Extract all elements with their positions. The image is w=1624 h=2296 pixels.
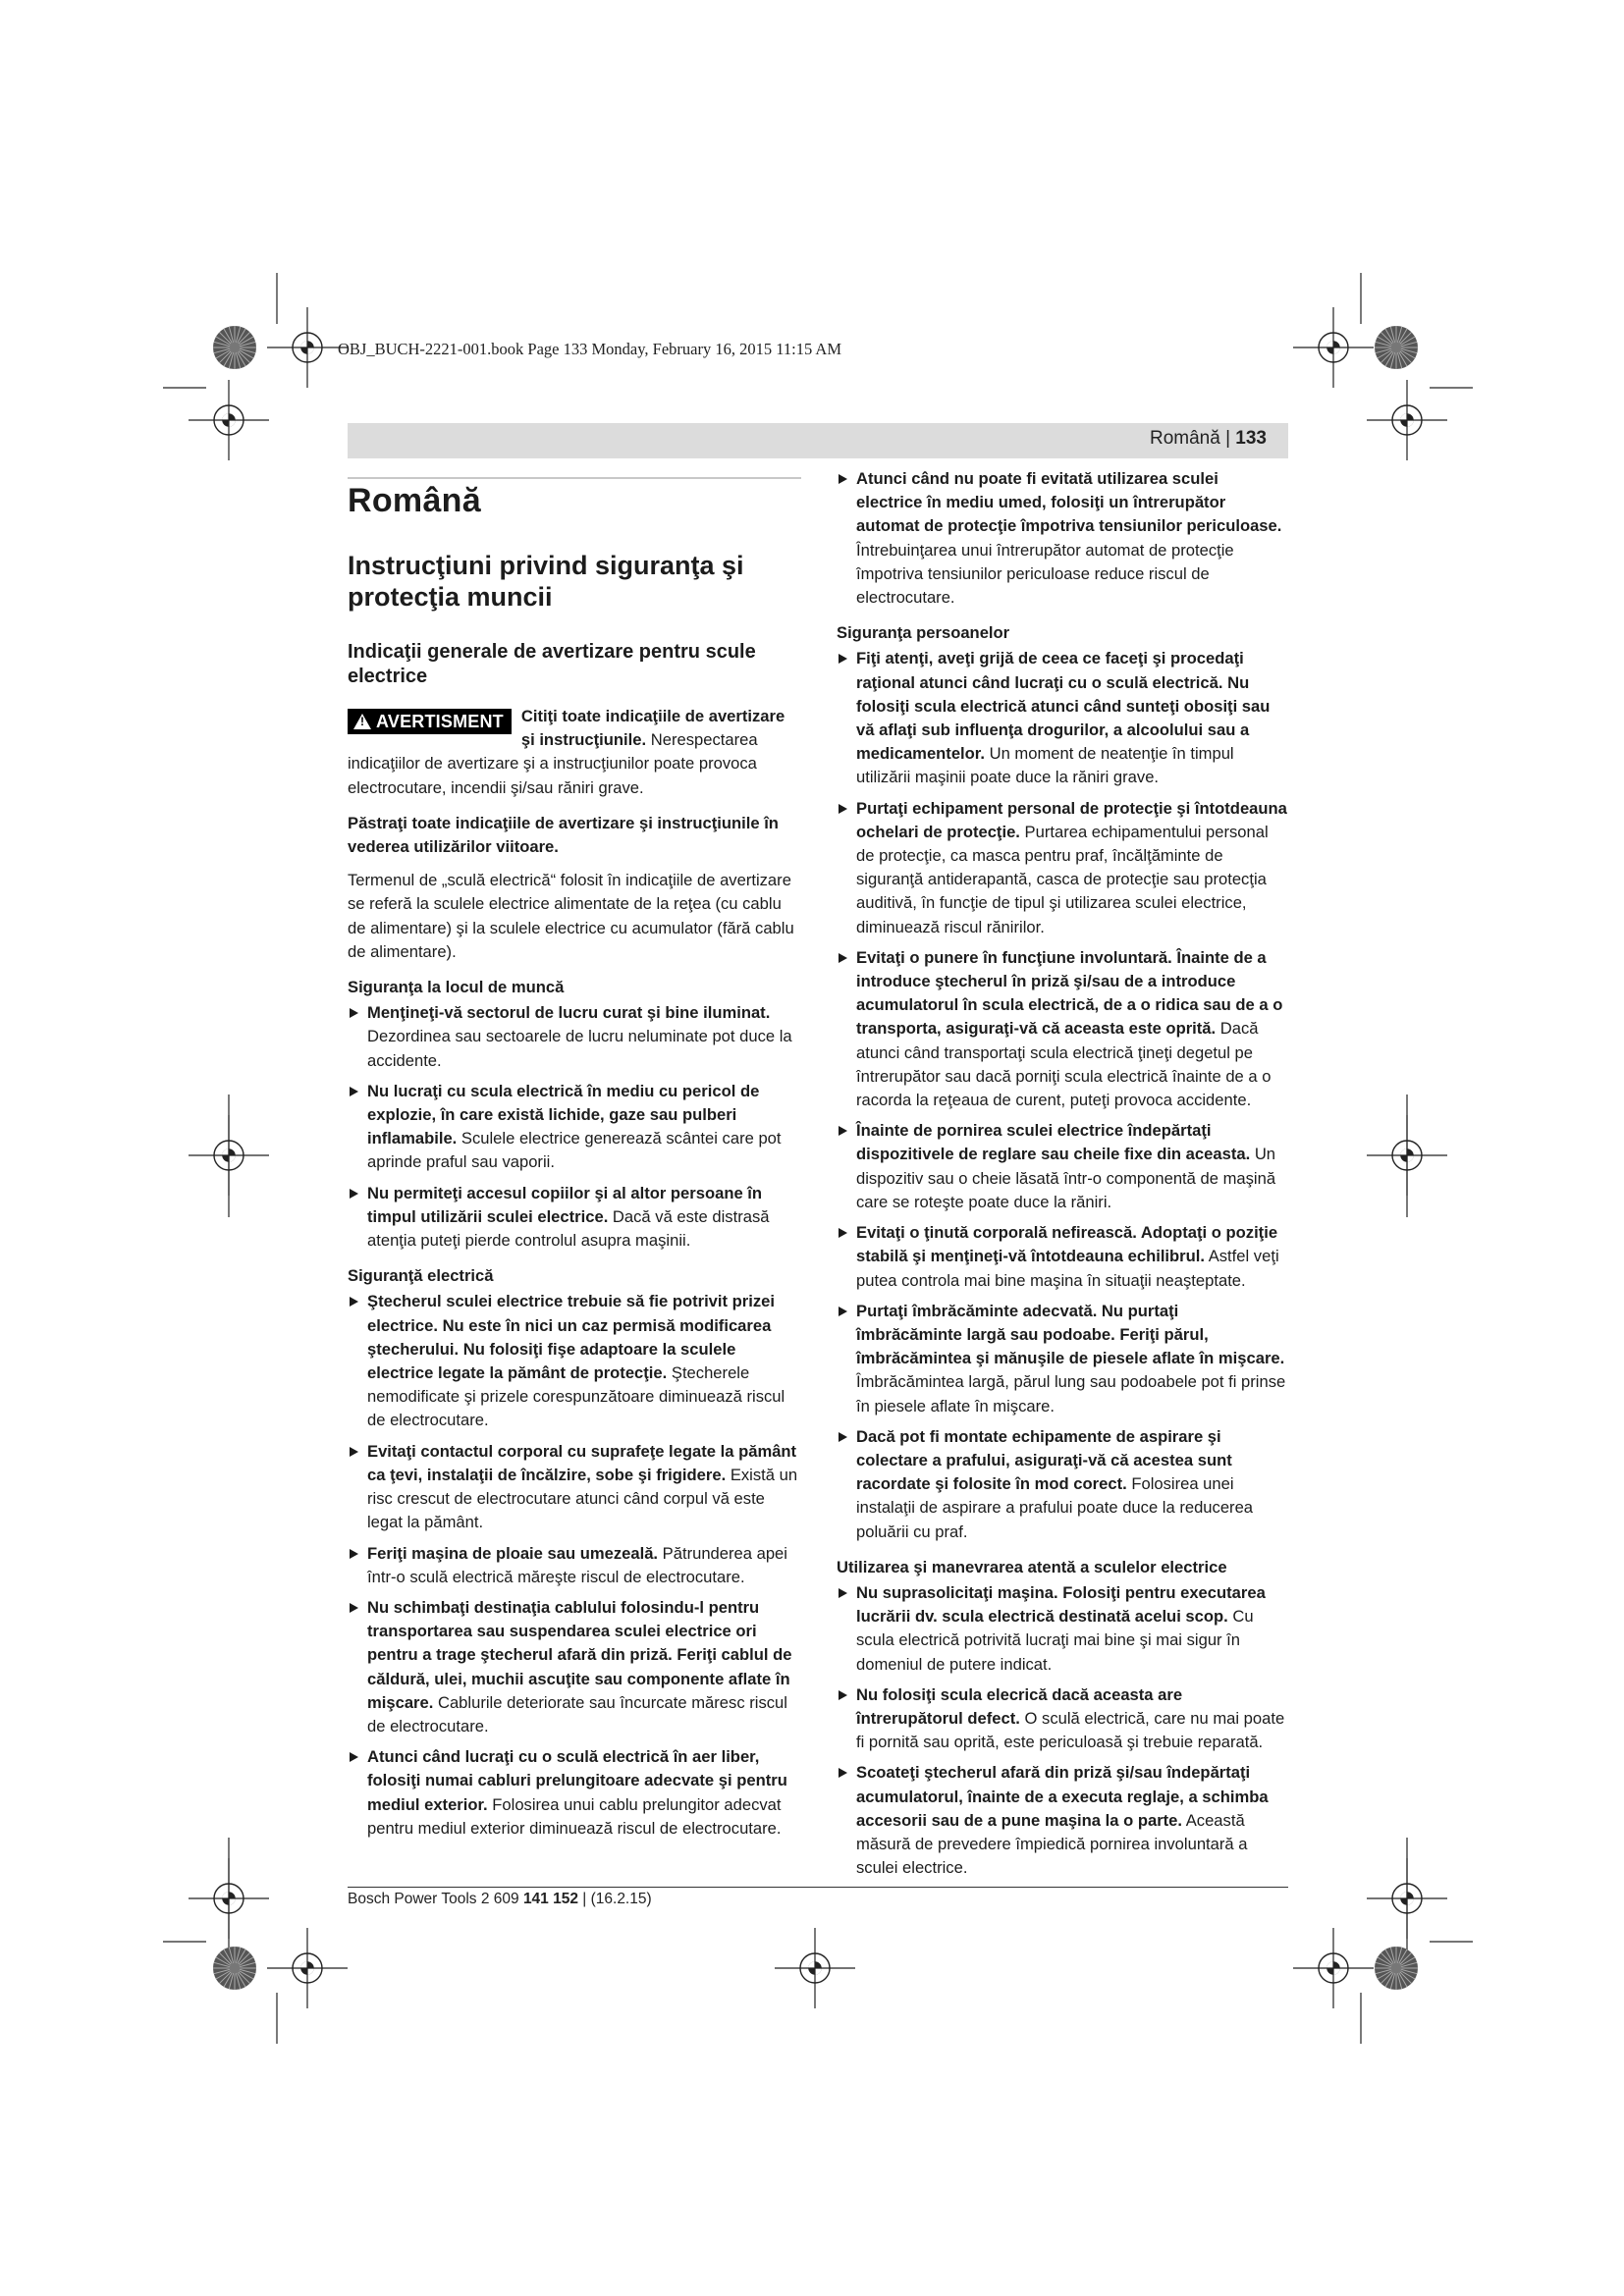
safety-item-text: Există un risc crescut de electrocutare atunci când corpul vă este legat la pământ.: [367, 1465, 798, 1532]
safety-item-bold: Purtaţi echipament personal de protecţie şi întotdeauna ochelari de protecţie.: [856, 798, 1287, 841]
footer-rule: [348, 1887, 1288, 1888]
registration-quarter: [1333, 1968, 1340, 1975]
safety-item-text: Folosirea unei instalaţii de aspirare a prafului poate duce la reducerea poluării cu praf.: [856, 1474, 1254, 1541]
safety-item: [348, 1596, 801, 1738]
safety-item-bold: Dacă pot fi montate echipamente de aspirare şi colectare a prafului, asiguraţi-vă că acestea sunt racordate şi folosite în mod corect.: [856, 1426, 1232, 1494]
safety-item-text: Îmbrăcămintea largă, părul lung sau podoabele pot fi prinse în piesele aflate în mişcare.: [856, 1372, 1286, 1415]
safety-item: [837, 1761, 1288, 1880]
safety-item-bold: Scoateţi ştecherul afară din priză şi/sau îndepărtaţi acumulatorul, înainte de a executa reglaje, a schimba accesorii sau de a pune maşina la o parte.: [856, 1763, 1269, 1830]
safety-item-text: Astfel veţi putea controla mai bine maşina în situaţii neaşteptate.: [856, 1247, 1279, 1290]
registration-quarter: [229, 1155, 236, 1162]
safety-item: [837, 1683, 1288, 1755]
header-section: Română: [1149, 428, 1220, 449]
right-column: [837, 467, 1288, 1880]
registration-quarter: [300, 341, 307, 347]
bullet-list: [837, 647, 1288, 1543]
safety-item-bold: Evitaţi contactul corporal cu suprafeţe legate la pământ ca ţevi, instalaţii de încălzire, sobe şi frigidere.: [367, 1441, 797, 1484]
footer-suffix: | (16.2.15): [577, 1891, 652, 1907]
page-footer: [348, 1891, 652, 1908]
safety-item-bold: Purtaţi îmbrăcăminte adecvată. Nu purtaţi îmbrăcăminte largă sau podoabe. Feriţi părul, îmbrăcămintea şi mănuşile de piesele aflate în mişcare.: [856, 1301, 1285, 1368]
left-sections: [348, 976, 801, 1841]
left-column: [348, 477, 801, 1841]
safety-item-bold: Evitaţi o punere în funcţiune involuntară. Înainte de a introduce ştecherul în priză şi/sau de a introduce acumulatorul în scula electrică, de a o ridica sau de a o transporta, asiguraţi-vă că aceasta este oprită.: [856, 947, 1283, 1039]
warning-paragraph: [348, 705, 801, 800]
safety-item-bold: Fiţi atenţi, aveţi grijă de ceea ce faceţi şi procedaţi raţional atunci când lucraţi cu o sculă electrică. Nu folosiţi scula electrică atunci când sunteţi obosiţi sau vă aflaţi sub influenţa drogurilor, a alcoolului sau a medicamentelor.: [856, 649, 1271, 764]
safety-item: [348, 1080, 801, 1175]
safety-item: [837, 797, 1288, 939]
safety-item-bold: Atunci când nu poate fi evitată utilizarea sculei electrice în mediu umed, folosiţi un întrerupător automat de protecţie împotriva tensiunilor periculoase.: [856, 469, 1282, 536]
right-sections: [837, 621, 1288, 1880]
safety-item-bold: Menţineţi-vă sectorul de lucru curat şi bine iluminat.: [367, 1003, 771, 1023]
warning-badge-label: AVERTISMENT: [376, 712, 504, 731]
bullet-list: [348, 1290, 801, 1840]
running-header-text: [1150, 428, 1267, 450]
bullet-list: [348, 1001, 801, 1253]
safety-item: [837, 946, 1288, 1112]
safety-item-bold: Atunci când lucraţi cu o sculă electrică în aer liber, folosiţi numai cabluri prelungitoare adecvate şi pentru mediul exterior.: [367, 1747, 787, 1814]
safety-item-text: Cablurile deteriorate sau încurcate măresc riscul de electrocutare.: [367, 1692, 787, 1735]
safety-item: [837, 647, 1288, 789]
safety-item: [348, 1542, 801, 1589]
registration-quarter: [229, 420, 236, 427]
footer-number: 141 152: [522, 1891, 578, 1907]
safety-item-bold: Ştecherul sculei electrice trebuie să fie potrivit prizei electrice. Nu este în nici un caz permisă modificarea ştecherului. Nu folosiţi fişe adaptoare la sculele electrice legate la pământ de protecţie.: [367, 1292, 775, 1383]
registration-quarter: [1407, 1155, 1414, 1162]
registration-quarter: [222, 413, 229, 420]
warning-text: Nerespectarea indicaţiilor de avertizare şi a instrucţiunilor poate provoca electrocutare, incendii şi/sau răniri grave.: [348, 730, 758, 797]
footer-prefix: Bosch Power Tools 2 609: [348, 1891, 523, 1907]
safety-item: [837, 1119, 1288, 1214]
safety-item: [837, 1221, 1288, 1293]
subsection-title: Siguranţă electrică: [348, 1266, 494, 1286]
safety-item-text: Această măsură de prevedere împiedică pornirea involuntară a sculei electrice.: [856, 1810, 1248, 1878]
term-definition-note: Termenul de „sculă electrică“ folosit în indicaţiile de avertizare se referă la sculele electrice alimentate de la reţea (cu cablu de alimentare) şi la sculele electrice cu acumulator (fără cablu de alimentare).: [348, 871, 794, 961]
safety-item: [837, 1425, 1288, 1544]
safety-item-bold: Nu lucraţi cu scula electrică în mediu cu pericol de explozie, în care există lichide, gaze sau pulberi inflamabile.: [367, 1081, 760, 1148]
safety-item-bold: Nu suprasolicitaţi maşina. Folosiţi pentru executarea lucrării dv. scula electrică destinată acelui scop.: [856, 1582, 1266, 1627]
safety-item-text: Pătrunderea apei într-o sculă electrică măreşte riscul de electrocutare.: [367, 1543, 787, 1586]
warning-badge: [348, 709, 512, 734]
safety-item: [837, 1581, 1288, 1677]
safety-item-bold: Nu permiteţi accesul copiilor şi al altor persoane în timpul utilizării sculei electrice.: [367, 1183, 763, 1226]
safety-item: [348, 1440, 801, 1535]
safety-item-bold: Feriţi maşina de ploaie sau umezeală.: [367, 1543, 659, 1563]
safety-item: [837, 467, 1288, 610]
registration-quarter: [1400, 1148, 1407, 1155]
registration-quarter: [222, 1148, 229, 1155]
rosette-center: [1391, 1963, 1402, 1974]
registration-quarter: [808, 1961, 815, 1968]
rosette-center: [230, 1963, 241, 1974]
safety-item-bold: Nu folosiţi scula elecrică dacă aceasta are întrerupătorul defect.: [856, 1684, 1183, 1728]
registration-quarter: [1400, 413, 1407, 420]
safety-item-text: Dacă vă este distrasă atenţia puteţi pierde controlul asupra maşinii.: [367, 1206, 770, 1251]
language-title: Română: [348, 482, 481, 519]
warning-triangle-icon: [353, 714, 371, 729]
rosette-center: [230, 343, 241, 353]
subsection-title: Utilizarea şi manevrarea atentă a sculelor electrice: [837, 1557, 1227, 1576]
running-header: [348, 423, 1288, 458]
safety-item: [837, 1300, 1288, 1418]
safety-item-text: Dezordinea sau sectoarele de lucru neluminate pot duce la accidente.: [367, 1027, 792, 1070]
bullet-list: [837, 1581, 1288, 1880]
safety-item-bold: Evitaţi o ţinută corporală nefirească. Adoptaţi o poziţie stabilă şi menţineţi-vă întotdeauna echilibrul.: [856, 1223, 1278, 1266]
safety-item-bold: Înainte de pornirea sculei electrice îndepărtaţi dispozitivele de reglare sau cheile fixe din aceasta.: [856, 1121, 1251, 1164]
registration-quarter: [300, 1961, 307, 1968]
safety-item-text: Întrebuinţarea unui întrerupător automat de protecţie împotriva tensiunilor periculoase reduce riscul de electrocutare.: [856, 540, 1234, 608]
safety-item-text: Un moment de neatenţie în timpul utilizării maşinii poate duce la răniri grave.: [856, 744, 1234, 787]
registration-quarter: [229, 1898, 236, 1905]
page-number: 133: [1235, 428, 1267, 449]
header-separator: |: [1219, 428, 1236, 449]
safety-item-text: Cu scula electrică potrivită lucraţi mai bine şi mai sigur în domeniul de putere indicat.: [856, 1607, 1254, 1674]
keep-instructions-note: Păstraţi toate indicaţiile de avertizare şi instrucţiunile în vederea utilizărilor viitoare.: [348, 813, 779, 857]
safety-item-text: Ştecherele nemodificate şi prizele corespunzătoare diminuează riscul de electrocutare.: [367, 1363, 785, 1430]
safety-item-text: Un dispozitiv sau o cheie lăsată într-o componentă de maşină care se roteşte poate duce la răniri.: [856, 1145, 1276, 1211]
registration-quarter: [1326, 1961, 1333, 1968]
print-slug-line: OBJ_BUCH-2221-001.book Page 133 Monday, February 16, 2015 11:15 AM: [338, 340, 842, 358]
rosette-center: [1391, 343, 1402, 353]
safety-item-text: Purtarea echipamentului personal de protecţie, ca masca pentru praf, încălţăminte de siguranţă antiderapantă, casca de protecţie sau protecţia auditivă, în funcţie de tipul şi utilizarea sculei electrice, diminuează riscul rănirilor.: [856, 822, 1269, 936]
registration-quarter: [815, 1968, 822, 1975]
registration-quarter: [307, 347, 314, 354]
safety-item-text: O sculă electrică, care nu mai poate fi pornită sau oprită, este periculoasă şi trebuie reparată.: [856, 1708, 1285, 1752]
safety-item: [348, 1290, 801, 1432]
subsection-heading: Indicaţii generale de avertizare pentru scule electrice: [348, 641, 756, 687]
registration-quarter: [1333, 347, 1340, 354]
registration-quarter: [222, 1892, 229, 1898]
registration-quarter: [307, 1968, 314, 1975]
safety-item: [348, 1001, 801, 1073]
safety-item-text: Folosirea unui cablu prelungitor adecvat pentru mediul exterior diminuează riscul de electrocutare.: [367, 1794, 782, 1838]
subsection-title: Siguranţa la locul de muncă: [348, 978, 565, 997]
section-heading: Instrucţiuni privind siguranţa şi protecţia muncii: [348, 551, 744, 612]
registration-quarter: [1326, 341, 1333, 347]
registration-quarter: [1407, 1898, 1414, 1905]
safety-item: [348, 1745, 801, 1841]
safety-item-bold: Nu schimbaţi destinaţia cablului folosindu-l pentru transportarea sau suspendarea sculei electrice ori pentru a trage ştecherul afară din priză. Feriţi cablul de căldură, ulei, muchii ascuţite sau componente aflate în mişcare.: [367, 1597, 792, 1712]
safety-item-text: Dacă atunci când transportaţi scula electrică ţineţi degetul pe întrerupător sau dacă porniţi scula electrică înainte de a o racorda la reţeaua de curent, puteţi provoca accidente.: [856, 1019, 1272, 1110]
safety-item-text: Sculele electrice generează scântei care pot aprinde praful sau vaporii.: [367, 1129, 782, 1172]
warning-bold-text: Citiţi toate indicaţiile de avertizare şi instrucţiunile.: [520, 707, 785, 750]
registration-quarter: [1400, 1892, 1407, 1898]
safety-item: [348, 1182, 801, 1254]
registration-quarter: [1407, 420, 1414, 427]
subsection-title: Siguranţa persoanelor: [837, 623, 1010, 643]
